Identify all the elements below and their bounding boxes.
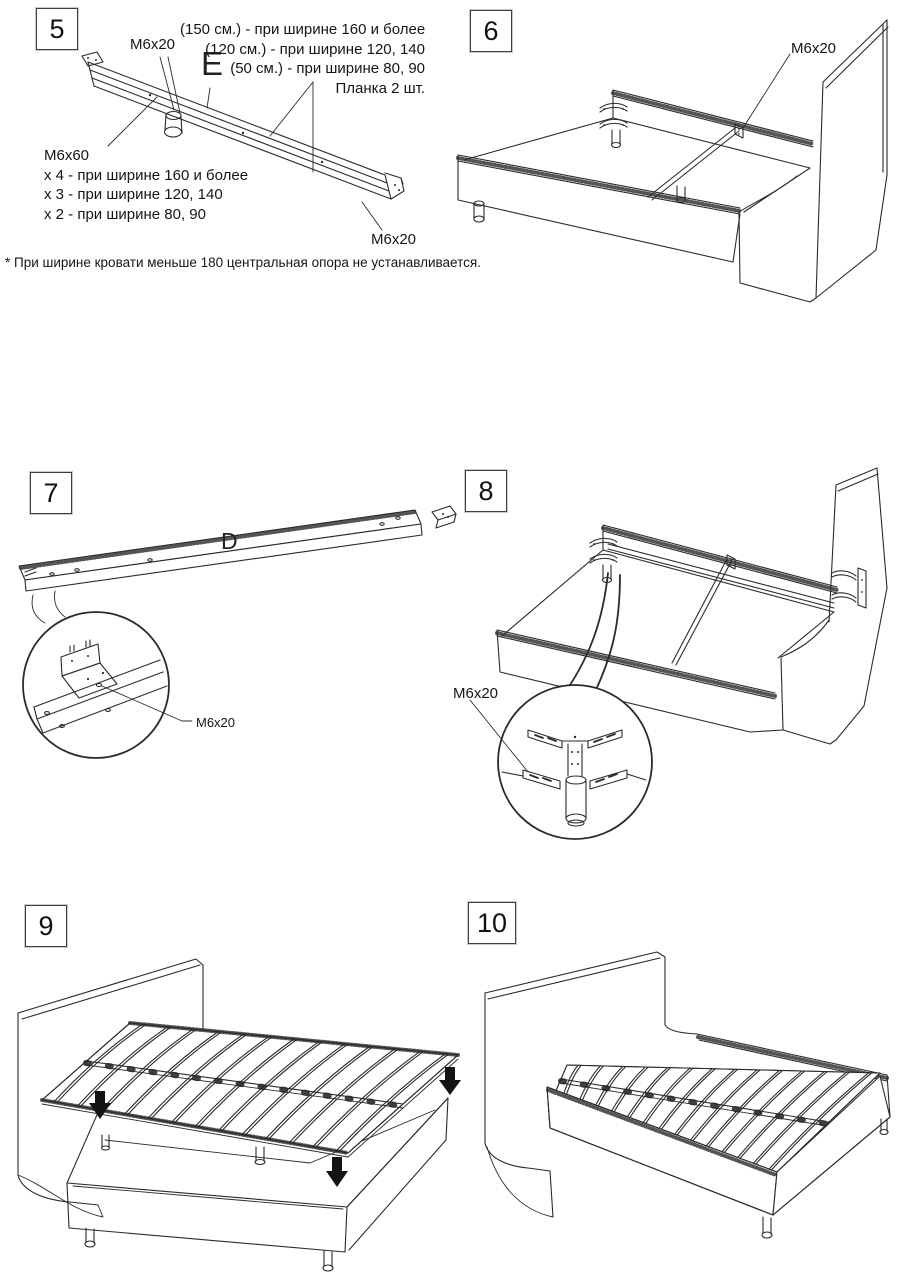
step-10-panel bbox=[460, 895, 900, 1280]
step-9-panel bbox=[10, 895, 470, 1280]
bed-frame bbox=[458, 15, 888, 302]
step-number-box bbox=[25, 905, 67, 947]
step-5-panel bbox=[0, 0, 481, 290]
step-8-panel bbox=[440, 440, 900, 875]
step-7-panel bbox=[0, 460, 460, 810]
center-beam-installed bbox=[648, 124, 743, 203]
step-number-box bbox=[36, 8, 78, 50]
qty-option: x 4 - при ширине 160 и более bbox=[44, 166, 249, 184]
bolt-label-m6x20-end: M6x20 bbox=[371, 231, 417, 248]
part-letter-d: D bbox=[221, 528, 238, 554]
bolt-label-m6x60: M6x60 bbox=[44, 147, 90, 164]
step-number: 5 bbox=[49, 13, 65, 44]
qty-option: x 3 - при ширине 120, 140 bbox=[44, 186, 223, 203]
step-number: 10 bbox=[476, 907, 508, 938]
detail-callout bbox=[470, 573, 652, 839]
plank-quantity: Планка 2 шт. bbox=[335, 79, 425, 97]
part-letter-e: E bbox=[201, 45, 224, 82]
bolt-label-m6x20: M6x20 bbox=[196, 715, 236, 730]
detail-callout bbox=[23, 591, 192, 758]
step-number-box bbox=[468, 902, 516, 944]
bolt-quantity-options bbox=[44, 146, 248, 224]
step-number: 9 bbox=[38, 910, 54, 941]
step-number-box bbox=[470, 10, 512, 52]
step-number: 8 bbox=[478, 475, 494, 506]
step-6-panel bbox=[450, 0, 900, 335]
bolt-label-m6x20: M6x20 bbox=[791, 40, 837, 57]
plank-length-options bbox=[180, 20, 425, 98]
bolt-label-m6x20: M6x20 bbox=[453, 685, 499, 702]
length-option: (50 см.) - при ширине 80, 90 bbox=[230, 60, 425, 77]
step-number-box bbox=[465, 470, 507, 512]
step-number: 6 bbox=[483, 15, 499, 46]
bolt-label-m6x20-top: M6x20 bbox=[130, 36, 176, 53]
step-number-box bbox=[30, 472, 72, 514]
length-option: (150 см.) - при ширине 160 и более bbox=[180, 21, 426, 38]
finished-bed-drawing bbox=[460, 895, 900, 1280]
qty-option: x 2 - при ширине 80, 90 bbox=[44, 205, 206, 223]
leader-line bbox=[743, 54, 790, 128]
detail-circle bbox=[498, 685, 652, 839]
slat-deck bbox=[42, 1023, 458, 1157]
step-number: 7 bbox=[43, 477, 59, 508]
frame-with-plank-drawing bbox=[440, 440, 900, 875]
slat-base-installation-drawing bbox=[10, 895, 470, 1280]
width-footnote: * При ширине кровати меньше 180 центральная опора не устанавливается. bbox=[5, 255, 481, 270]
length-option: (120 см.) - при ширине 120, 140 bbox=[205, 40, 425, 58]
